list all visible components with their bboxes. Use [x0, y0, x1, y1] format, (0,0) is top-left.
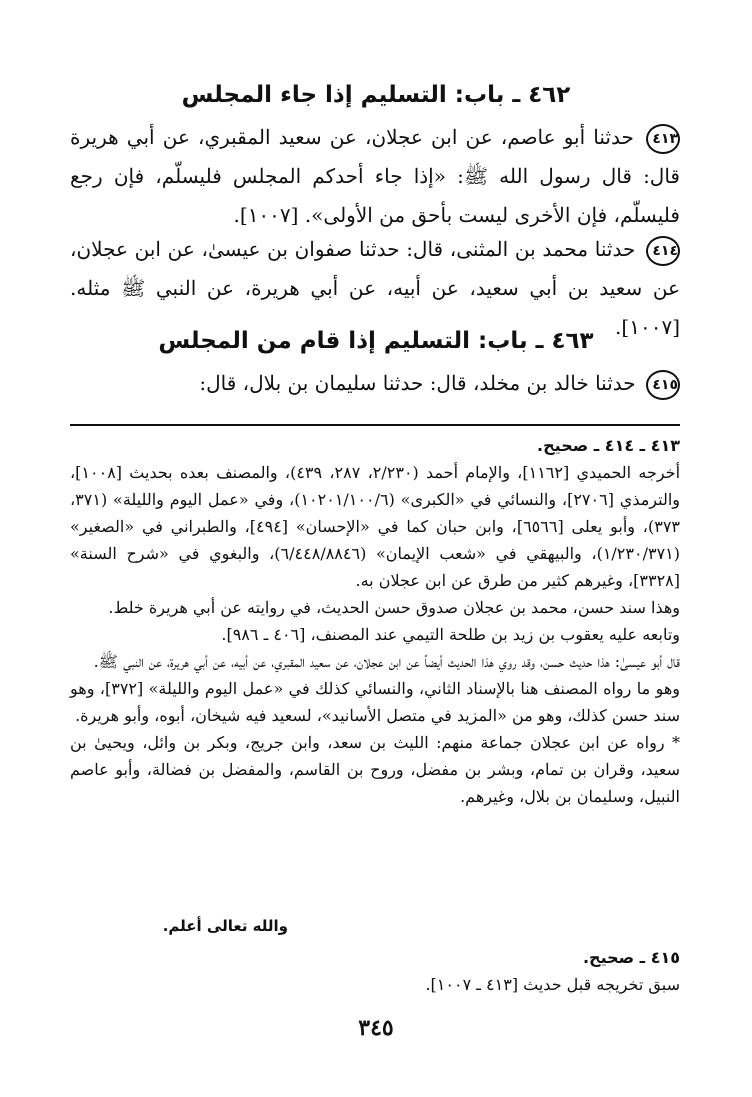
chapter-heading-462: ٤٦٢ ـ باب: التسليم إذا جاء المجلس [181, 82, 571, 108]
footnote-paragraph: سبق تخريجه قبل حديث [٤١٣ ـ ١٠٠٧]. [425, 975, 680, 994]
footnote-paragraph: وتابعه عليه يعقوب بن زيد بن طلحة التيمي عند المصنف، [٤٠٦ ـ ٩٨٦]. [221, 625, 680, 644]
footnote-paragraph: وهذا سند حسن، محمد بن عجلان صدوق حسن الحديث، في روايته عن أبي هريرة خلط. [108, 598, 680, 617]
footnote-paragraph: * رواه عن ابن عجلان جماعة منهم: الليث بن سعد، وابن جريج، وبكر بن وائل، ويحيىٰ بن سعيد، وقران بن تمام، وبشر بن مفضل، وروح بن القاسم، والمفضل بن فضالة، وأبو عاصم النبيل، وسليمان بن بلال، وغيرهم. [70, 733, 680, 806]
hadith-text: حدثنا محمد بن المثنى، قال: حدثنا صفوان بن عيسىٰ، عن ابن عجلان، عن سعيد بن أبي سعيد، عن أبيه، عن أبي هريرة، عن النبي ﷺ مثله. [١٠٠٧]. [70, 237, 680, 339]
footnote-paragraph: وهو ما رواه المصنف هنا بالإسناد الثاني، والنسائي كذلك في «عمل اليوم والليلة» [٣٧٢]، وهو سند حسن كذلك، وهو من «المزيد في متصل الأسانيد»، لسعيد فيه شيخان، أبوه، وأبو هريرة. [70, 679, 681, 725]
footnote-heading: ٤١٣ ـ ٤١٤ ـ صحيح. [537, 436, 680, 455]
page-number: ٣٤٥ [358, 1015, 394, 1041]
footnote-paragraph: أخرجه الحميدي [١١٦٢]، والإمام أحمد (٢/٢٣٠، ٢٨٧، ٤٣٩)، والمصنف بعده بحديث [١٠٠٨]، والترمذي [٢٧٠٦]، والنسائي في «الكبرى» (١٠٢٠١/١٠٠/٦)، وفي «عمل اليوم والليلة» (٣٧١، ٣٧٣)، وأبو يعلى [٦٥٦٦]، وابن حبان كما في «الإحسان» [٤٩٤]، والطبراني في «الصغير» (١/٢٣٠/٣٧١)، والبيهقي في «شعب الإيمان» (٦/٤٤٨/٨٨٤٦)، والبغوي في «شرح السنة» [٣٣٢٨]، وغيرهم كثير من طرق عن ابن عجلان به. [70, 463, 681, 590]
hadith-text: حدثنا خالد بن مخلد، قال: حدثنا سليمان بن بلال، قال: [199, 371, 636, 395]
hadith-number-badge: ٤١٣ [646, 124, 680, 154]
footnote-415 [70, 944, 680, 998]
chapter-heading-463: ٤٦٣ ـ باب: التسليم إذا قام من المجلس [158, 328, 594, 354]
hadith-number-badge: ٤١٥ [646, 370, 680, 400]
hadith-text: حدثنا أبو عاصم، عن ابن عجلان، عن سعيد المقبري، عن أبي هريرة قال: قال رسول الله ﷺ: «إذا جاء أحدكم المجلس فليسلّم، فإن رجع فليسلّم، فإن الأخرى ليست بأحق من الأولى». [١٠٠٧]. [70, 125, 680, 227]
footnote-paragraph: قال أبو عيسىٰ: هذا حديث حسن، وقد روي هذا الحديث أيضاً عن ابن عجلان، عن سعيد المقبري، عن أبيه، عن أبي هريرة، عن النبي ﷺ. [93, 652, 680, 671]
footnote-divider [70, 424, 680, 426]
footnote-heading: ٤١٥ ـ صحيح. [582, 948, 680, 967]
closing-formula: والله تعالى أعلم. [162, 917, 288, 935]
hadith-number-badge: ٤١٤ [646, 236, 680, 266]
hadith-415 [70, 364, 680, 403]
footnote-413-414 [70, 432, 680, 810]
hadith-413 [70, 118, 680, 235]
